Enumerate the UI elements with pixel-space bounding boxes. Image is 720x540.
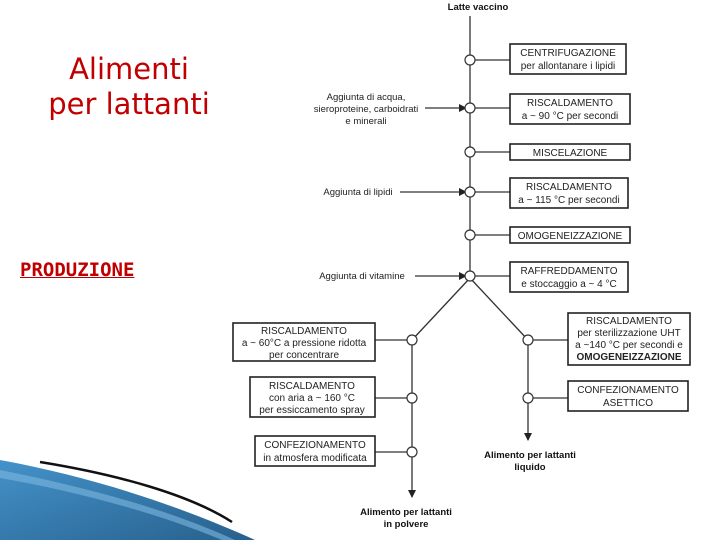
step-box-centrifugazione [510, 44, 626, 74]
powder-step-concentrazione [233, 323, 375, 361]
step-detail: con aria a ~ 160 °C [269, 393, 355, 404]
flow-node [465, 230, 475, 240]
svg-text:e minerali: e minerali [345, 116, 387, 127]
step-detail: per essiccamento spray [259, 405, 365, 416]
step-box-riscaldamento-115 [510, 178, 628, 208]
svg-text:in polvere: in polvere [383, 519, 429, 530]
step-title: RISCALDAMENTO [586, 316, 672, 327]
addition-lipids-label: Aggiunta di lipidi [323, 187, 393, 198]
step-title: RISCALDAMENTO [526, 182, 612, 193]
step-title: RAFFREDDAMENTO [520, 266, 618, 277]
step-box-miscelazione [510, 144, 630, 160]
step-detail: a ~ 115 °C per secondi [518, 195, 620, 206]
flow-node [407, 335, 417, 345]
svg-text:liquido: liquido [514, 462, 546, 473]
svg-text:Aggiunta di acqua,: Aggiunta di acqua, [326, 92, 406, 103]
step-title: CONFEZIONAMENTO [577, 385, 679, 396]
step-title: RISCALDAMENTO [269, 381, 355, 392]
start-label: Latte vaccino [447, 2, 509, 13]
flow-node [465, 271, 475, 281]
addition-water-label [314, 92, 419, 127]
step-detail: in atmosfera modificata [263, 453, 367, 464]
step-title: MISCELAZIONE [532, 148, 608, 159]
addition-vitamins-label: Aggiunta di vitamine [319, 271, 405, 282]
step-box-raffreddamento [510, 262, 628, 292]
flow-node [465, 147, 475, 157]
step-detail: OMOGENEIZZAZIONE [576, 352, 682, 363]
decorative-swoosh [0, 460, 255, 540]
end-product-powder [360, 507, 452, 530]
step-title: RISCALDAMENTO [261, 326, 347, 337]
branch-line-powder [412, 278, 470, 340]
flow-node [465, 103, 475, 113]
slide-title-line1: Alimenti [69, 52, 189, 86]
section-label: PRODUZIONE [20, 259, 135, 281]
flow-node [407, 393, 417, 403]
step-title: CENTRIFUGAZIONE [520, 48, 616, 59]
step-detail: per allontanare i lipidi [520, 61, 616, 72]
step-detail: a ~140 °C per secondi e [575, 340, 683, 351]
flow-node [523, 393, 533, 403]
end-product-liquid [484, 450, 576, 473]
svg-text:sieroproteine, carboidrati: sieroproteine, carboidrati [313, 104, 419, 115]
svg-text:Alimento per lattanti: Alimento per lattanti [360, 507, 452, 518]
step-detail: ASETTICO [602, 398, 654, 409]
powder-step-essiccamento [250, 377, 375, 417]
step-box-riscaldamento-90 [510, 94, 630, 124]
flow-node [407, 447, 417, 457]
step-title: RISCALDAMENTO [527, 98, 613, 109]
liquid-step-uht [568, 313, 690, 365]
flow-node [465, 187, 475, 197]
step-box-omogeneizzazione [510, 227, 630, 243]
step-title: CONFEZIONAMENTO [264, 440, 366, 451]
step-detail: per concentrare [268, 350, 340, 361]
liquid-step-confezionamento [568, 381, 688, 411]
step-detail: a ~ 90 °C per secondi [521, 111, 619, 122]
step-detail: e stoccaggio a ~ 4 °C [521, 279, 617, 290]
step-title: OMOGENEIZZAZIONE [517, 231, 623, 242]
flow-node [523, 335, 533, 345]
step-detail: a ~ 60°C a pressione ridotta [241, 338, 367, 349]
svg-text:Alimento per lattanti: Alimento per lattanti [484, 450, 576, 461]
flow-node [465, 55, 475, 65]
powder-step-confezionamento [255, 436, 375, 466]
step-detail: per sterilizzazione UHT [577, 328, 681, 339]
slide-title-line2: per lattanti [48, 87, 210, 121]
